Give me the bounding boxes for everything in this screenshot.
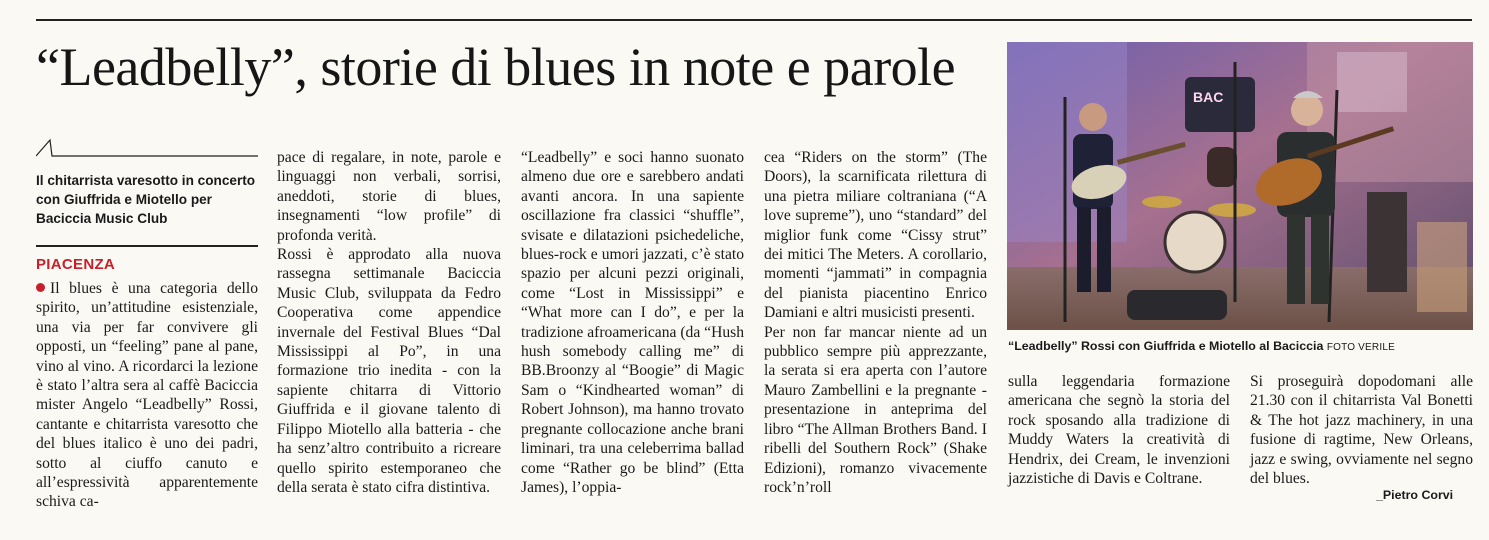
text-column-3 — [521, 148, 744, 497]
photo-sign-text: BAC — [1193, 89, 1224, 105]
kicker-rule — [36, 245, 258, 247]
kicker: Il chitarrista varesotto in concerto con Giuffrida e Miotello per Baciccia Music Club — [36, 173, 256, 226]
column-1-text: Il blues è una categoria dello spirito, un’attitudine esistenziale, una via per far convivere gli opposti, un “feeling” pane al pane, vino al vino. A ricordarci la lezione è stato l’altra sera al caffè Baciccia mister Angelo “Leadbelly” Rossi, cantante e chitarrista varesotto che del blues italico è uno dei padri, sotto al ciuffo canuto e all’espressività apparentemente schiva ca- — [36, 280, 258, 511]
kicker-decoration — [36, 134, 258, 158]
headline: “Leadbelly”, storie di blues in note e parole — [36, 37, 956, 97]
column-3-text: “Leadbelly” e soci hanno suonato almeno due ore e sarebbero andati avanti ancora. In una sapiente oscillazione fra classici “shuffle”, svisate e dilatazioni psichedeliche, blues-rock e umori jazzati, c’è stato spazio per alcuni pezzi originali, come “Lost in Mississippi” e “What more can I do”, e per la tradizione afroamericana (da “Hush hush somebody calling me” di BB.Broonzy al “Boogie” di Magic Sam o “Kindhearted woman” di Robert Johnson), ma hanno trovato pregnante collocazione anche brani liminari, tra una celeberrima ballad come “Rather go be blind” (Etta James), l’oppia- — [521, 149, 744, 496]
text-column-4 — [764, 148, 987, 497]
bullet-icon — [36, 283, 45, 292]
column-2-text: pace di regalare, in note, parole e linguaggi non verbali, sorrisi, aneddoti, storie di blues, insegnamenti “low profile” di profonda verità. Rossi è approdato alla nuova rassegna settimanale Baciccia Music Club, sviluppata da Fedro Cooperativa come appendice invernale del Festival Blues “Dal Mississippi al Po”, in una formazione trio inedita - con la sapiente chitarra di Vittorio Giuffrida e il giovane talento di Filippo Miotello alla batteria - che ha senz’altro contribuito a ricreare quello spirito estemporaneo che della serata è stato cifra distintiva. — [277, 149, 501, 496]
text-column-1 — [36, 279, 258, 512]
text-column-2 — [277, 148, 501, 497]
photo-credit: FOTO VERILE — [1326, 342, 1395, 353]
concert-photo — [1007, 42, 1473, 330]
column-5-text: sulla leggendaria formazione americana che segnò la storia del rock sposando alla tradizione di Muddy Waters la creatività di Hendrix, dei Cream, le invenzioni jazzistiche di Davis e Coltrane. — [1008, 373, 1230, 488]
column-4-text: cea “Riders on the storm” (The Doors), la scarnificata rilettura di una pietra miliare coltraniana (“A love supreme”), uno “standard” del miglior funk come “Cissy strut” dei mitici The Meters. A corollario, momenti “jammati” in compagnia del pianista piacentino Enrico Damiani e altri musicisti presenti. Per non far mancar niente ad un pubblico sempre più apprezzante, la serata si era aperta con l’autore Mauro Zambellini e la pregnante - presentazione in anteprima del libro “The Allman Brothers Band. I ribelli del Southern Rock” (Shake Edizioni), romanzo vivacemente rock’n’roll — [764, 149, 987, 496]
author-signature: _Pietro Corvi — [1376, 488, 1454, 502]
photo-caption-text: “Leadbelly” Rossi con Giuffrida e Miotello al Baciccia — [1008, 339, 1324, 353]
text-column-6 — [1250, 372, 1473, 488]
photo-caption — [1008, 339, 1474, 353]
top-rule — [36, 19, 1472, 21]
text-column-5 — [1008, 372, 1230, 488]
column-6-text: Si proseguirà dopodomani alle 21.30 con il chitarrista Val Bonetti & The hot jazz machinery, in una fusione di ragtime, New Orleans, jazz e swing, ovviamente nel segno del blues. — [1250, 373, 1473, 488]
concert-photo-illustration — [1007, 42, 1473, 330]
city-label: PIACENZA — [36, 256, 116, 273]
